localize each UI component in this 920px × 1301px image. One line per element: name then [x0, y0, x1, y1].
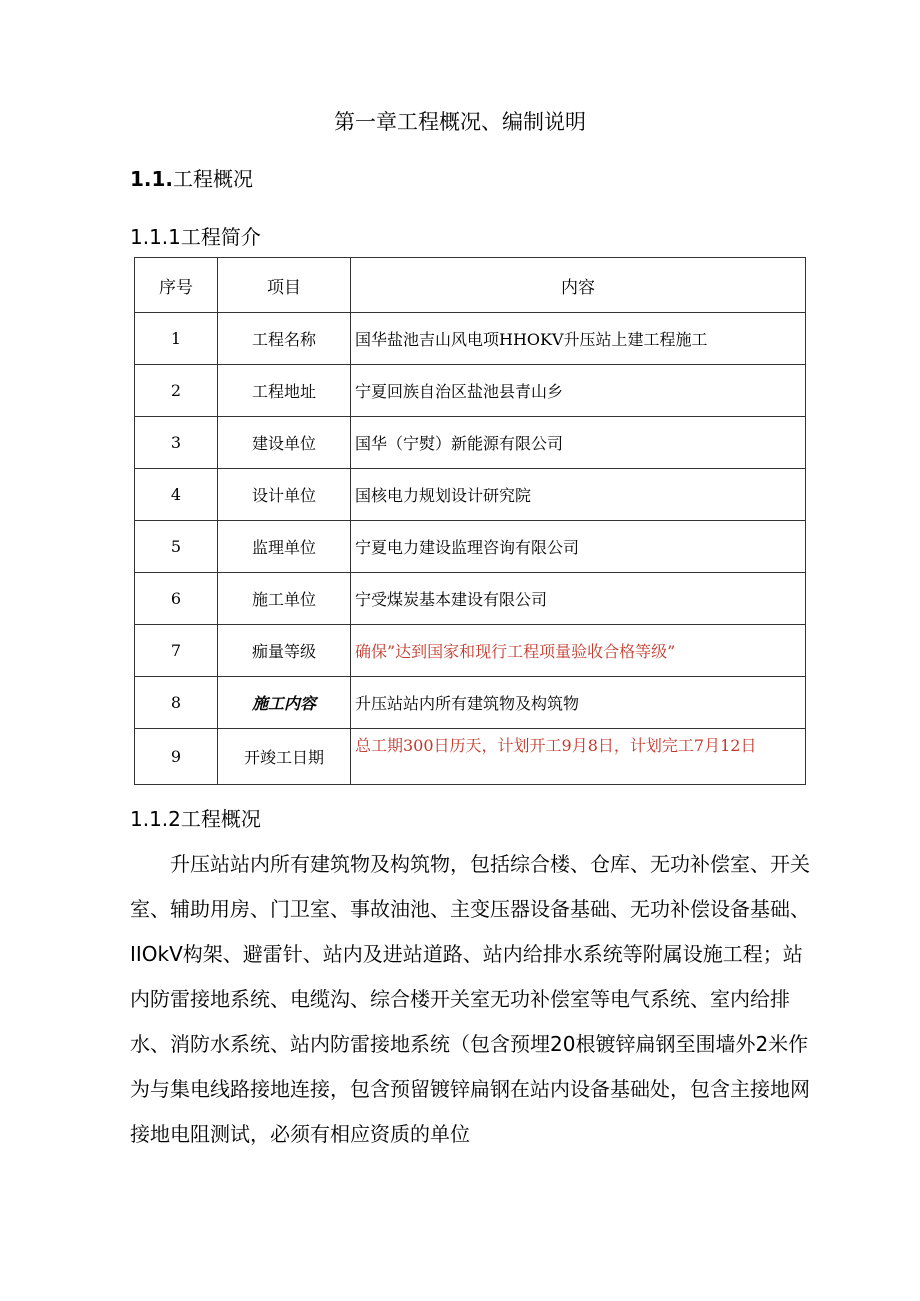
row-item: 施工单位 [218, 573, 351, 625]
chapter-title: 第一章工程概况、编制说明 [334, 110, 586, 134]
section-number: 1.1. [130, 167, 174, 191]
row-content: 升压站站内所有建筑物及构筑物 [351, 677, 806, 729]
row-item: 监理单位 [218, 521, 351, 573]
header-item: 项目 [218, 258, 351, 313]
header-content: 内容 [351, 258, 806, 313]
row-no: 2 [135, 365, 218, 417]
row-content: 宁夏电力建设监理咨询有限公司 [351, 521, 806, 573]
table-row [135, 729, 806, 785]
row-item: 建设单位 [218, 417, 351, 469]
row-content: 国核电力规划设计研究院 [351, 469, 806, 521]
row-content: 国华盐池吉山风电项HHOKV升压站上建工程施工 [351, 313, 806, 365]
row-content: 宁夏回族自治区盐池县青山乡 [351, 365, 806, 417]
row-item: 痂量等级 [218, 625, 351, 677]
header-no: 序号 [135, 258, 218, 313]
row-item: 施工内容 [218, 677, 351, 729]
row-no: 3 [135, 417, 218, 469]
table-row [135, 625, 806, 677]
row-item: 工程地址 [218, 365, 351, 417]
table-row [135, 677, 806, 729]
table-row [135, 521, 806, 573]
row-content: 国华（宁熨）新能源有限公司 [351, 417, 806, 469]
row-item: 设计单位 [218, 469, 351, 521]
table-row [135, 469, 806, 521]
table-row [135, 313, 806, 365]
row-content: 总工期300日历天，计划开工9月8日，计划完工7月12日 [351, 729, 806, 785]
table-row [135, 573, 806, 625]
section-heading-1-1 [130, 163, 253, 192]
section-title: 工程概况 [173, 167, 254, 191]
row-item: 工程名称 [218, 313, 351, 365]
body-paragraph: 升压站站内所有建筑物及构筑物，包括综合楼、仓库、无功补偿室、开关室、辅助用房、门卫室、事故油池、主变压器设备基础、无功补偿设备基础、IIOkV构架、避雷针、站内及进站道路、站内给排水系统等附属设施工程；站内防雷接地系统、电缆沟、综合楼开关室无功补偿室等电气系统、室内给排水、消防水系统、站内防雷接地系统（包含预埋20根镀锌扁钢至围墙外2米作为与集电线路接地连接，包含预留镀锌扁钢在站内设备基础处，包含主接地网接地电阻测试，必须有相应资质的单位 [130, 852, 810, 1146]
row-no: 1 [135, 313, 218, 365]
project-info-table [134, 257, 806, 785]
row-no: 7 [135, 625, 218, 677]
row-no: 8 [135, 677, 218, 729]
row-no: 5 [135, 521, 218, 573]
row-no: 4 [135, 469, 218, 521]
table-row [135, 365, 806, 417]
row-content: 宁受煤炭基本建设有限公司 [351, 573, 806, 625]
row-no: 9 [135, 729, 218, 785]
section-heading-1-1-1: 1.1.1工程简介 [130, 225, 261, 249]
table-row [135, 417, 806, 469]
section-heading-1-1-2: 1.1.2工程概况 [130, 807, 261, 831]
row-no: 6 [135, 573, 218, 625]
table-header-row [135, 258, 806, 313]
row-content: 确保”达到国家和现行工程项量验收合格等级” [351, 625, 806, 677]
row-item: 开竣工日期 [218, 729, 351, 785]
